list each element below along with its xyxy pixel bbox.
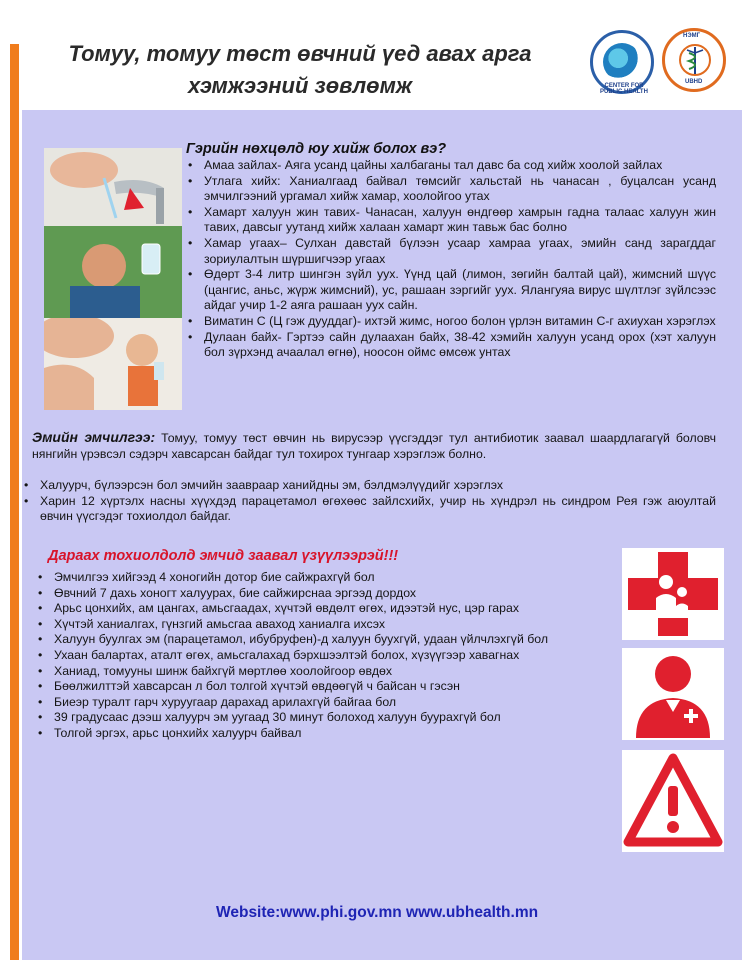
list-item: • Дулаан байх- Гэртээ сайн дулаахан байх, 38-42 хэмийн халуун усанд орох (хэт халуун бол зүрхэнд ачаалал өгнө), ноосон оймс өмсөж унтах <box>184 330 716 361</box>
list-item: • Биеэр туралт гарч хуруугаар дарахад арилахгүй байгаа бол <box>34 695 622 711</box>
sore-throat-photo <box>44 318 182 410</box>
logo2-bottom-text: UBHD <box>685 79 703 85</box>
home-care-list <box>184 158 716 361</box>
list-item: • Ухаан балартах, аталт өгөх, амьсгалахад бэрхшээлтэй болох, хүзүүгээр хавагнах <box>34 648 622 664</box>
warning-triangle-icon <box>622 750 724 852</box>
list-item: • Хүчтэй ханиалгах, гүнзгий амьсгаа аваход ханиалга ихсэх <box>34 617 622 633</box>
logo1-text: CENTER FOR PUBLIC HEALTH <box>600 83 648 95</box>
medical-treatment-label: Эмийн эмчилгээ: <box>32 429 156 445</box>
list-item: • Амаа зайлах- Аяга усанд цайны халбаганы тал давс ба сод хийж хоолой зайлах <box>184 158 716 174</box>
list-item: • Ханиад, томууны шинж байхгүй мөртлөө хоолойгоор өвдөх <box>34 664 622 680</box>
gargle-photo <box>44 226 182 318</box>
list-item: • Арьс цонхийх, ам цангах, амьсгаадах, хүчтэй өвдөлт өгөх, идээтэй нус, цэр гарах <box>34 601 622 617</box>
medical-treatment-paragraph <box>32 430 716 462</box>
doctor-icon <box>622 648 724 740</box>
mouth-rinse-photo <box>44 148 182 226</box>
list-item: • Хамарт халуун жин тавих- Чанасан, халуун өндгөөр хамрын гадна талаас халуун жин тавих, давсыг уутанд хийж халаан хамарт жин тавьж бас болно <box>184 205 716 236</box>
ubhd-logo <box>662 28 726 92</box>
list-item: • Халуурч, бүлээрсэн бол эмчийн зааврааp ханийдны эм, бэлдмэлүүдийг хэрэглэх <box>20 478 716 494</box>
list-item: • Хамар угаах– Сулхан давстай бүлээн усаар хамраа угаах, эмийн санд зарагддаг зориулалтын шүршигчээр угаах <box>184 236 716 267</box>
logo-emblem-icon <box>603 43 641 81</box>
see-doctor-list <box>34 570 622 742</box>
list-item: • Виматин С (Ц гэж дууддаг)- ихтэй жимс, ногоо болон үрлэн витамин С-г ахиухан хэрэглэх <box>184 314 716 330</box>
list-item: • Бөөлжилттэй хавсарсан л бол толгой хүчтэй өвдөөгүй ч байсан ч гэсэн <box>34 679 622 695</box>
list-item: • Халуун буулгах эм (парацетамол, ибубруфен)-д халуун буухгүй, удаан үйлчлэхгүй бол <box>34 632 622 648</box>
list-item: • Өдөрт 3-4 литр шингэн зүйл уух. Үүнд цай (лимон, зөгийн балтай цай), жимсний шүүс (цангис, аньс, жүрж жимсний), ус, рашаан зэргийг уух. Ялангуяа вирус шүлтлэг зүйлсээс айдаг учир 1-2 аяга рашаан уух сайн. <box>184 267 716 314</box>
list-item: • 39 градусаас дээш халуурч эм уугаад 30 минут болоход халуун буурахгүй бол <box>34 710 622 726</box>
list-item: • Харин 12 хүртэлх насны хүүхдэд парацетамол өгөхөөс зайлсхийх, учир нь хүндрэл нь синдром Рея гэж аюултай өвчин үүсгэдэг тохиолдол байдаг. <box>20 494 716 525</box>
medical-cross-family-icon <box>622 548 724 640</box>
list-item: • Толгой эргэх, арьс цонхийх халуурч байвал <box>34 726 622 742</box>
list-item: • Утлага хийх: Ханиалгаад байвал төмсийг хальстай нь чанасан , буцалсан усанд эмчилгээний ургамал хийж хамар, хоолойгоо утах <box>184 174 716 205</box>
page-title <box>30 38 570 102</box>
list-item: • Өвчний 7 дахь хоногт халуурах, бие сайжирснаа эргээд дордох <box>34 586 622 602</box>
public-health-center-logo <box>590 30 654 94</box>
list-item: • Эмчилгээ хийгээд 4 хоногийн дотор бие сайжрахгүй бол <box>34 570 622 586</box>
orange-accent-bar <box>10 44 19 960</box>
illustration-photos <box>44 148 182 410</box>
title-line-2: хэмжээний зөвлөмж <box>187 73 413 98</box>
medical-treatment-list <box>20 478 716 525</box>
home-care-heading: Гэрийн нөхцөлд юу хийж болох вэ? <box>186 141 447 157</box>
logo2-top-text: НЭМГ <box>683 33 701 39</box>
website-links[interactable]: Website:www.phi.gov.mn www.ubhealth.mn <box>216 904 539 921</box>
medical-treatment-text: Томуу, томуу төст өвчин нь вирусээр үүсгэддэг тул антибиотик заавал шаардлагагүй боловч нянгийн үрэвсэл сэдэрч хавсарсан байдаг тул тохирох тунгаар хэрэглэж болно. <box>32 431 717 461</box>
see-doctor-heading: Дараах тохиолдолд эмчид заавал үзүүлээрэй!!! <box>48 548 399 564</box>
caduceus-icon <box>677 41 713 79</box>
title-line-1: Томуу, томуу төст өвчний үед авах арга <box>68 41 532 66</box>
